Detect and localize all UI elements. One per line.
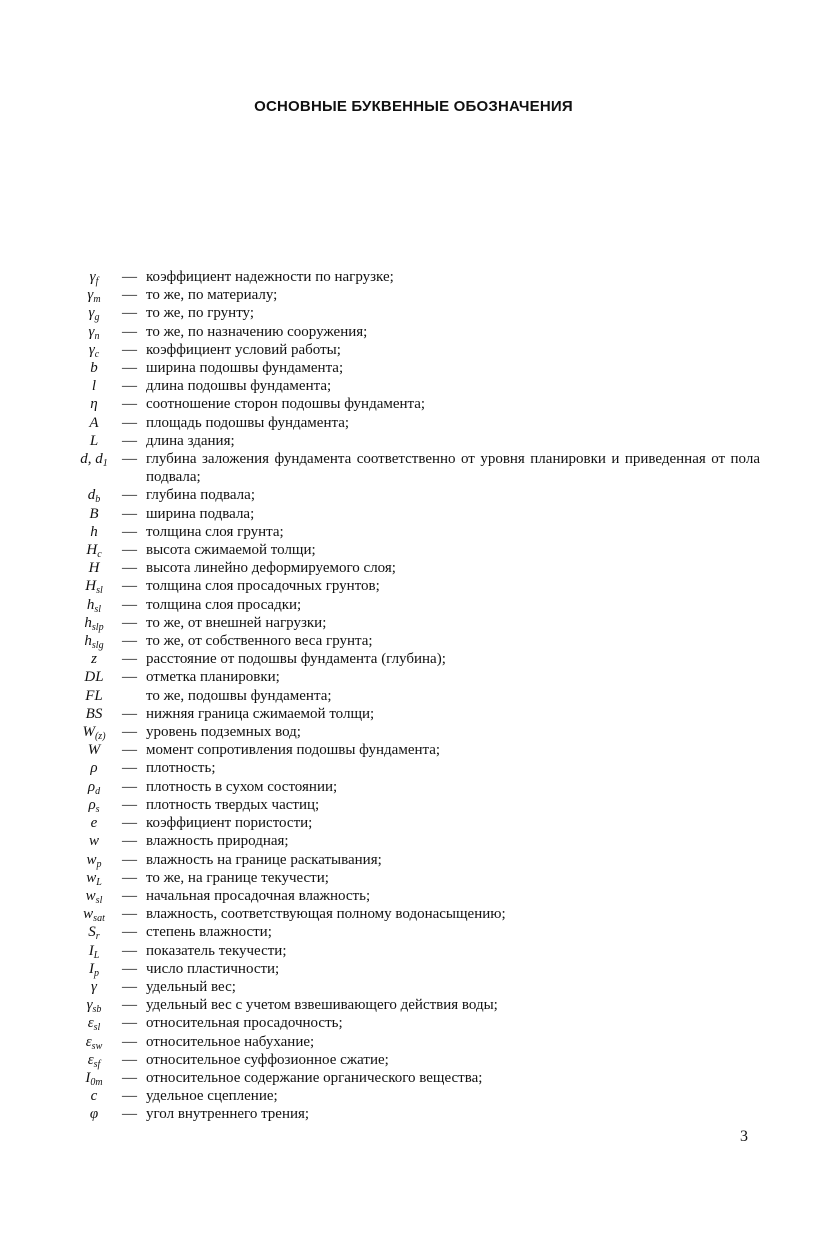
- dash-separator: —: [122, 887, 137, 904]
- symbol: [70, 668, 118, 686]
- symbol-row: [70, 1069, 760, 1087]
- symbol-definition: коэффициент пористости;: [146, 815, 313, 832]
- symbol-row: [70, 559, 760, 577]
- symbol-definition: плотность;: [146, 760, 216, 777]
- symbol-row: [70, 505, 760, 523]
- symbol-base: W: [87, 742, 101, 759]
- symbol-definition: глубина заложения фундамента соответственно от уровня планировки и приведенная от пола подвала;: [146, 451, 760, 486]
- symbol: [70, 414, 118, 432]
- dash-separator: —: [122, 997, 137, 1014]
- symbol: [70, 359, 118, 377]
- symbol: [70, 505, 118, 523]
- symbol-definition: относительное суффозионное сжатие;: [146, 1051, 389, 1068]
- dash-separator: —: [122, 1069, 137, 1086]
- symbol-subscript: p: [96, 858, 102, 870]
- symbol-base: I: [89, 960, 94, 977]
- page-title: ОСНОВНЫЕ БУКВЕННЫЕ ОБОЗНАЧЕНИЯ: [254, 98, 573, 115]
- symbol-definition: то же, по назначению сооружения;: [146, 323, 368, 340]
- symbol-definition: влажность природная;: [146, 833, 289, 850]
- symbol-subscript: slp: [91, 621, 104, 633]
- dash-separator: —: [122, 341, 137, 358]
- symbol-subscript: sl: [94, 603, 102, 615]
- symbol-definition: высота линейно деформируемого слоя;: [146, 560, 396, 577]
- symbol-base: ρ: [90, 760, 98, 777]
- dash-separator: —: [122, 396, 137, 413]
- symbol-subscript: g: [94, 312, 100, 324]
- symbol-definition: удельное сцепление;: [146, 1088, 278, 1105]
- symbol-definition: толщина слоя просадки;: [146, 596, 302, 613]
- symbol-row: [70, 323, 760, 341]
- symbol: [70, 268, 118, 286]
- symbol: [70, 1051, 118, 1069]
- symbol-row: [70, 395, 760, 413]
- symbol-row: [70, 432, 760, 450]
- symbol: [70, 741, 118, 759]
- symbol: [70, 596, 118, 614]
- symbol: [70, 814, 118, 832]
- symbol-definition: плотность твердых частиц;: [146, 796, 320, 813]
- dash-separator: —: [122, 451, 137, 468]
- symbol-base: H: [88, 560, 100, 577]
- symbol-base: h: [84, 633, 92, 650]
- symbol: [70, 778, 118, 796]
- symbol-row: [70, 687, 760, 705]
- dash-separator: —: [122, 560, 137, 577]
- symbol-definition: влажность, соответствующая полному водонасыщению;: [146, 906, 506, 923]
- symbol-subscript: b: [95, 494, 101, 506]
- symbol-definition: удельный вес;: [146, 978, 236, 995]
- symbol-definition: длина здания;: [146, 432, 235, 449]
- dash-separator: —: [122, 906, 137, 923]
- symbol-definition: относительная просадочность;: [146, 1015, 343, 1032]
- symbol-base: l: [91, 378, 97, 395]
- symbol-subscript: sb: [92, 1004, 102, 1016]
- symbol-definition: то же, от собственного веса грунта;: [146, 633, 373, 650]
- symbol: [70, 759, 118, 777]
- symbol-row: [70, 741, 760, 759]
- symbol: [70, 723, 118, 741]
- symbol: [70, 614, 118, 632]
- dash-separator: —: [122, 1015, 137, 1032]
- dash-separator: —: [122, 578, 137, 595]
- symbol-base: γ: [86, 997, 93, 1014]
- dash-separator: —: [122, 869, 137, 886]
- symbol: [70, 577, 118, 595]
- symbol-subscript: 0m: [90, 1076, 103, 1088]
- symbol: [70, 650, 118, 668]
- symbol-row: [70, 705, 760, 723]
- symbol-subscript: sw: [91, 1040, 103, 1052]
- symbol-base: I: [85, 1069, 91, 1086]
- dash-separator: —: [122, 796, 137, 813]
- symbol: [70, 432, 118, 450]
- symbol-definition: коэффициент условий работы;: [146, 341, 341, 358]
- symbol: [70, 1105, 118, 1123]
- symbol-subscript: c: [97, 549, 102, 561]
- symbol-row: [70, 1051, 760, 1069]
- symbol-base: z: [91, 651, 97, 668]
- symbol-row: [70, 286, 760, 304]
- symbol: [70, 960, 118, 978]
- symbol-definition: нижняя граница сжимаемой толщи;: [146, 705, 375, 722]
- dash-separator: —: [122, 815, 137, 832]
- symbol-base: γ: [88, 323, 95, 340]
- symbol-base: γ: [91, 978, 97, 995]
- symbol-base: φ: [89, 1106, 99, 1123]
- symbol-base: H: [86, 542, 98, 559]
- symbol-definition: угол внутреннего трения;: [146, 1106, 310, 1123]
- symbol-base: w: [86, 851, 97, 868]
- symbol-base: γ: [87, 287, 94, 304]
- symbol-definition: то же, по материалу;: [146, 287, 278, 304]
- symbol-row: [70, 978, 760, 996]
- dash-separator: —: [122, 323, 137, 340]
- dash-separator: —: [122, 778, 137, 795]
- dash-separator: —: [122, 542, 137, 559]
- symbol-definition: то же, на границе текучести;: [146, 869, 329, 886]
- symbol-definition: толщина слоя просадочных грунтов;: [146, 578, 380, 595]
- symbol-row: [70, 650, 760, 668]
- symbol-definition: то же, подошвы фундамента;: [146, 687, 332, 704]
- symbol-row: [70, 960, 760, 978]
- symbol-base: d: [87, 487, 96, 504]
- symbol-subscript: n: [94, 330, 100, 342]
- symbol: [70, 796, 118, 814]
- symbol: [70, 541, 118, 559]
- dash-separator: —: [122, 669, 137, 686]
- symbol-base: b: [90, 360, 98, 377]
- symbol-base: H: [85, 578, 97, 595]
- dash-separator: —: [122, 1106, 137, 1123]
- symbol-row: [70, 577, 760, 595]
- symbol: [70, 523, 118, 541]
- symbol-subscript: m: [93, 294, 101, 306]
- symbol-definition: относительное содержание органического вещества;: [146, 1069, 483, 1086]
- symbol-subscript: sf: [93, 1058, 101, 1070]
- symbol: [70, 1014, 118, 1032]
- symbol-subscript: (z): [94, 731, 106, 743]
- symbol-base: I: [88, 942, 94, 959]
- dash-separator: —: [122, 760, 137, 777]
- symbol-row: [70, 923, 760, 941]
- symbol-definition: ширина подошвы фундамента;: [146, 360, 344, 377]
- symbol: [70, 1069, 118, 1087]
- symbol-row: [70, 341, 760, 359]
- symbol-row: [70, 268, 760, 286]
- dash-separator: —: [122, 596, 137, 613]
- symbol: [70, 832, 118, 850]
- symbol-definition: удельный вес с учетом взвешивающего действия воды;: [146, 997, 498, 1014]
- symbol-row: [70, 723, 760, 741]
- symbol-base: A: [89, 414, 99, 431]
- symbol-base: DL: [84, 669, 104, 686]
- symbol-row: [70, 377, 760, 395]
- symbol-base: η: [90, 396, 98, 413]
- dash-separator: —: [122, 1051, 137, 1068]
- symbol-base: ρ: [87, 778, 96, 795]
- symbol: [70, 978, 118, 996]
- symbol-subscript: L: [96, 876, 102, 888]
- dash-separator: —: [122, 305, 137, 322]
- symbol-row: [70, 632, 760, 650]
- dash-separator: —: [122, 414, 137, 431]
- symbol-row: [70, 1033, 760, 1051]
- dash-separator: —: [122, 523, 137, 540]
- symbol-subscript: r: [95, 931, 100, 943]
- dash-separator: —: [122, 724, 137, 741]
- symbol-row: [70, 541, 760, 559]
- symbol: [70, 705, 118, 723]
- symbol: [70, 887, 118, 905]
- symbol-definition: соотношение сторон подошвы фундамента;: [146, 396, 426, 413]
- symbol: [70, 923, 118, 941]
- symbol-definition: толщина слоя грунта;: [146, 523, 284, 540]
- symbol-row: [70, 759, 760, 777]
- dash-separator: —: [122, 505, 137, 522]
- dash-separator: —: [122, 287, 137, 304]
- symbol-row: [70, 778, 760, 796]
- symbol-definition: момент сопротивления подошвы фундамента;: [146, 742, 441, 759]
- symbol-base: S: [88, 924, 96, 941]
- dash-separator: —: [122, 651, 137, 668]
- symbol: [70, 905, 118, 923]
- symbol-base: ε: [87, 1015, 94, 1032]
- symbol-base: w: [88, 833, 99, 850]
- symbol-definition: высота сжимаемой толщи;: [146, 542, 316, 559]
- symbol-subscript: f: [95, 276, 99, 287]
- symbol: [70, 942, 118, 960]
- dash-separator: —: [122, 742, 137, 759]
- dash-separator: —: [122, 360, 137, 377]
- dash-separator: —: [122, 1033, 137, 1050]
- symbol-definition: показатель текучести;: [146, 942, 287, 959]
- symbol-row: [70, 486, 760, 504]
- symbol-definition: плотность в сухом состоянии;: [146, 778, 338, 795]
- symbol: [70, 304, 118, 322]
- symbol: [70, 869, 118, 887]
- dash-separator: —: [122, 924, 137, 941]
- symbol-definition: число пластичности;: [146, 960, 280, 977]
- symbol: [70, 341, 118, 359]
- symbol-row: [70, 869, 760, 887]
- symbol-row: [70, 523, 760, 541]
- symbol-definition: уровень подземных вод;: [146, 724, 301, 741]
- dash-separator: —: [122, 942, 137, 959]
- symbol-definition: то же, по грунту;: [146, 305, 255, 322]
- dash-separator: —: [122, 614, 137, 631]
- symbol-row: [70, 614, 760, 632]
- symbol-definition: то же, от внешней нагрузки;: [146, 614, 327, 631]
- symbol: [70, 996, 118, 1014]
- symbol-subscript: d: [95, 785, 101, 797]
- symbol-subscript: sl: [93, 1022, 101, 1034]
- symbol-row: [70, 814, 760, 832]
- symbol-definition: степень влажности;: [146, 924, 272, 941]
- symbol-subscript: p: [94, 967, 99, 979]
- symbol-row: [70, 359, 760, 377]
- symbol: [70, 851, 118, 869]
- dash-separator: —: [122, 705, 137, 722]
- symbol-subscript: sl: [95, 894, 103, 906]
- dash-separator: —: [122, 269, 137, 285]
- symbol-subscript: L: [93, 949, 100, 961]
- symbol-base: d, d: [80, 451, 103, 468]
- dash-separator: —: [122, 378, 137, 395]
- symbol: [70, 286, 118, 304]
- symbol-row: [70, 1087, 760, 1105]
- symbol-row: [70, 450, 760, 486]
- symbol-definition: расстояние от подошвы фундамента (глубина);: [146, 651, 446, 668]
- symbol-row: [70, 996, 760, 1014]
- symbol-base: e: [90, 815, 98, 832]
- symbol-definition: коэффициент надежности по нагрузке;: [146, 269, 394, 285]
- symbol-base: w: [85, 887, 96, 904]
- symbol: [70, 1033, 118, 1051]
- dash-separator: —: [122, 1088, 137, 1105]
- symbol-subscript: 1: [102, 458, 108, 470]
- symbol-list: [70, 268, 760, 1124]
- symbol: [70, 395, 118, 413]
- symbol-base: ρ: [88, 796, 96, 813]
- symbol-definition: площадь подошвы фундамента;: [146, 414, 350, 431]
- symbol-subscript: sat: [93, 913, 105, 925]
- symbol-row: [70, 851, 760, 869]
- symbol-definition: длина подошвы фундамента;: [146, 378, 332, 395]
- symbol-base: h: [84, 614, 92, 631]
- dash-separator: —: [122, 960, 137, 977]
- symbol: [70, 450, 118, 468]
- symbol-row: [70, 942, 760, 960]
- symbol-definition: относительное набухание;: [146, 1033, 315, 1050]
- dash-separator: —: [122, 633, 137, 650]
- symbol-base: γ: [89, 269, 96, 285]
- symbol-definition: глубина подвала;: [146, 487, 255, 504]
- symbol-base: h: [86, 596, 95, 613]
- symbol-row: [70, 1105, 760, 1123]
- dash-separator: —: [122, 978, 137, 995]
- symbol-base: γ: [88, 305, 95, 322]
- symbol: [70, 377, 118, 395]
- symbol: [70, 559, 118, 577]
- symbol-base: c: [90, 1088, 98, 1105]
- symbol-row: [70, 668, 760, 686]
- symbol-base: w: [86, 869, 97, 886]
- symbol-row: [70, 832, 760, 850]
- symbol-subscript: c: [94, 348, 100, 360]
- symbol-row: [70, 905, 760, 923]
- symbol-subscript: slg: [91, 640, 104, 652]
- symbol-row: [70, 304, 760, 322]
- symbol-row: [70, 796, 760, 814]
- symbol-base: γ: [88, 341, 95, 358]
- dash-separator: —: [122, 851, 137, 868]
- symbol-row: [70, 596, 760, 614]
- symbol-definition: влажность на границе раскатывания;: [146, 851, 382, 868]
- dash-separator: —: [122, 487, 137, 504]
- symbol: [70, 687, 118, 705]
- symbol-base: BS: [85, 705, 103, 722]
- symbol-base: L: [89, 432, 99, 449]
- symbol: [70, 323, 118, 341]
- symbol: [70, 486, 118, 504]
- symbol-base: ε: [87, 1051, 94, 1068]
- symbol-definition: отметка планировки;: [146, 669, 280, 686]
- dash-separator: —: [122, 432, 137, 449]
- symbol-row: [70, 414, 760, 432]
- symbol-base: B: [89, 505, 99, 522]
- symbol-row: [70, 887, 760, 905]
- symbol-base: FL: [85, 687, 103, 704]
- symbol-definition: начальная просадочная влажность;: [146, 887, 371, 904]
- symbol-base: h: [90, 523, 98, 540]
- symbol-definition: ширина подвала;: [146, 505, 255, 522]
- symbol-subscript: sl: [96, 585, 103, 597]
- symbol: [70, 632, 118, 650]
- symbol-base: ε: [85, 1033, 92, 1050]
- dash-separator: —: [122, 833, 137, 850]
- symbol-subscript: s: [95, 803, 100, 815]
- symbol-row: [70, 1014, 760, 1032]
- symbol-base: W: [82, 724, 95, 741]
- page-number: 3: [740, 1128, 748, 1145]
- symbol-base: w: [83, 906, 94, 923]
- symbol: [70, 1087, 118, 1105]
